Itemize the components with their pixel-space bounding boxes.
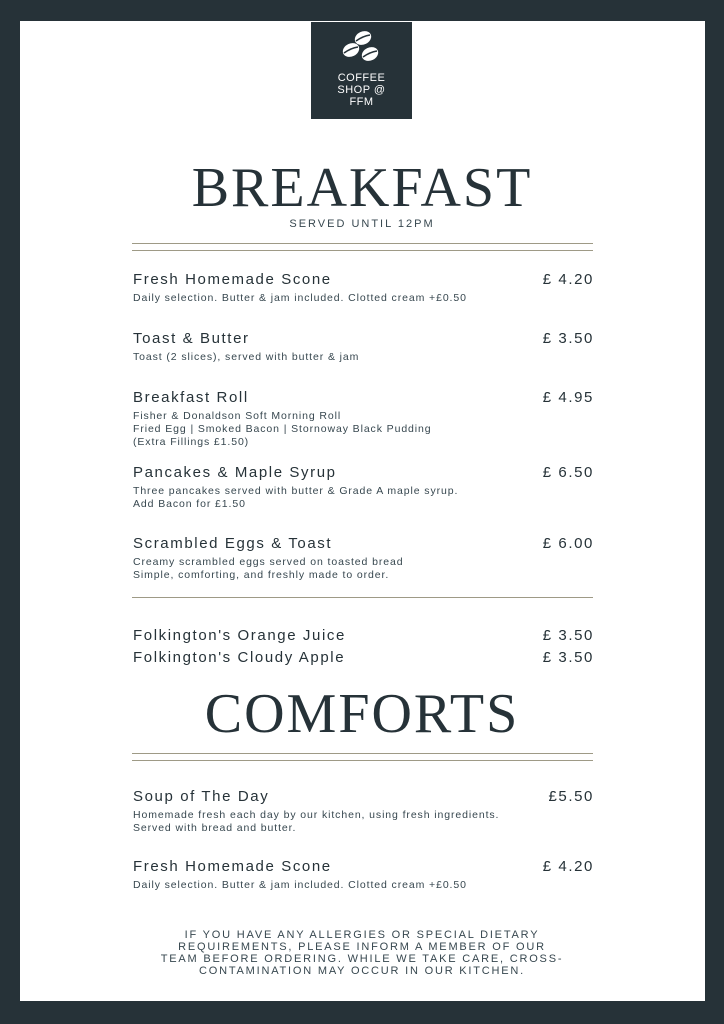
description-line: Fisher & Donaldson Soft Morning Roll	[133, 410, 342, 422]
menu-item-price: £ 4.20	[542, 271, 594, 288]
divider	[132, 243, 593, 244]
divider	[132, 760, 593, 761]
notice-line: IF YOU HAVE ANY ALLERGIES OR SPECIAL DIETARY	[184, 929, 540, 941]
menu-item-name: Fresh Homemade Scone	[133, 271, 332, 288]
notice-line: TEAM BEFORE ORDERING. WHILE WE TAKE CARE, CROSS-	[160, 953, 564, 965]
notice-line: CONTAMINATION MAY OCCUR IN OUR KITCHEN.	[198, 965, 526, 977]
menu-item-description	[133, 351, 603, 364]
menu-item-name: Soup of The Day	[133, 788, 270, 805]
coffee-beans-icon	[339, 28, 385, 68]
description-line: Add Bacon for £1.50	[133, 498, 246, 510]
logo-line: SHOP @	[337, 84, 386, 96]
description-line: Daily selection. Butter & jam included. Clotted cream +£0.50	[133, 292, 467, 304]
description-line: Daily selection. Butter & jam included. Clotted cream +£0.50	[133, 879, 467, 891]
menu-item-description	[133, 879, 603, 892]
menu-item-name: Pancakes & Maple Syrup	[133, 464, 337, 481]
description-line: Toast (2 slices), served with butter & jam	[133, 351, 360, 363]
divider	[132, 250, 593, 251]
breakfast-subtitle: SERVED UNTIL 12PM	[289, 218, 435, 230]
logo-text	[311, 72, 412, 108]
menu-item-price: £5.50	[548, 788, 594, 805]
menu-item-price: £ 6.00	[542, 535, 594, 552]
description-line: Creamy scrambled eggs served on toasted bread	[133, 556, 404, 568]
logo-line: FFM	[349, 96, 374, 108]
comforts-heading: COMFORTS	[204, 683, 520, 745]
menu-item-description	[133, 556, 603, 582]
description-line: Served with bread and butter.	[133, 822, 297, 834]
description-line: Simple, comforting, and freshly made to order.	[133, 569, 390, 581]
drink-item-name: Folkington's Orange Juice	[133, 627, 346, 644]
menu-item-price: £ 3.50	[542, 330, 594, 347]
divider	[132, 597, 593, 598]
drink-item-price: £ 3.50	[542, 627, 594, 644]
menu-item-description	[133, 292, 603, 305]
breakfast-heading: BREAKFAST	[191, 157, 533, 219]
description-line: (Extra Fillings £1.50)	[133, 436, 250, 448]
menu-item-price: £ 4.20	[542, 858, 594, 875]
menu-item-description	[133, 809, 603, 835]
notice-line: REQUIREMENTS, PLEASE INFORM A MEMBER OF OUR	[178, 941, 546, 953]
drink-item-name: Folkington's Cloudy Apple	[133, 649, 346, 666]
logo-line: COFFEE	[337, 72, 386, 84]
menu-item-name: Breakfast Roll	[133, 389, 249, 406]
menu-item-name: Scrambled Eggs & Toast	[133, 535, 333, 552]
menu-item-name: Toast & Butter	[133, 330, 250, 347]
drink-item-price: £ 3.50	[542, 649, 594, 666]
description-line: Fried Egg | Smoked Bacon | Stornoway Black Pudding	[133, 423, 432, 435]
menu-item-price: £ 4.95	[542, 389, 594, 406]
description-line: Homemade fresh each day by our kitchen, using fresh ingredients.	[133, 809, 500, 821]
menu-item-name: Fresh Homemade Scone	[133, 858, 332, 875]
description-line: Three pancakes served with butter & Grade A maple syrup.	[133, 485, 459, 497]
menu-item-price: £ 6.50	[542, 464, 594, 481]
menu-item-description	[133, 485, 603, 511]
divider	[132, 753, 593, 754]
allergy-notice	[110, 929, 614, 977]
menu-item-description	[133, 410, 603, 449]
logo	[311, 22, 412, 119]
